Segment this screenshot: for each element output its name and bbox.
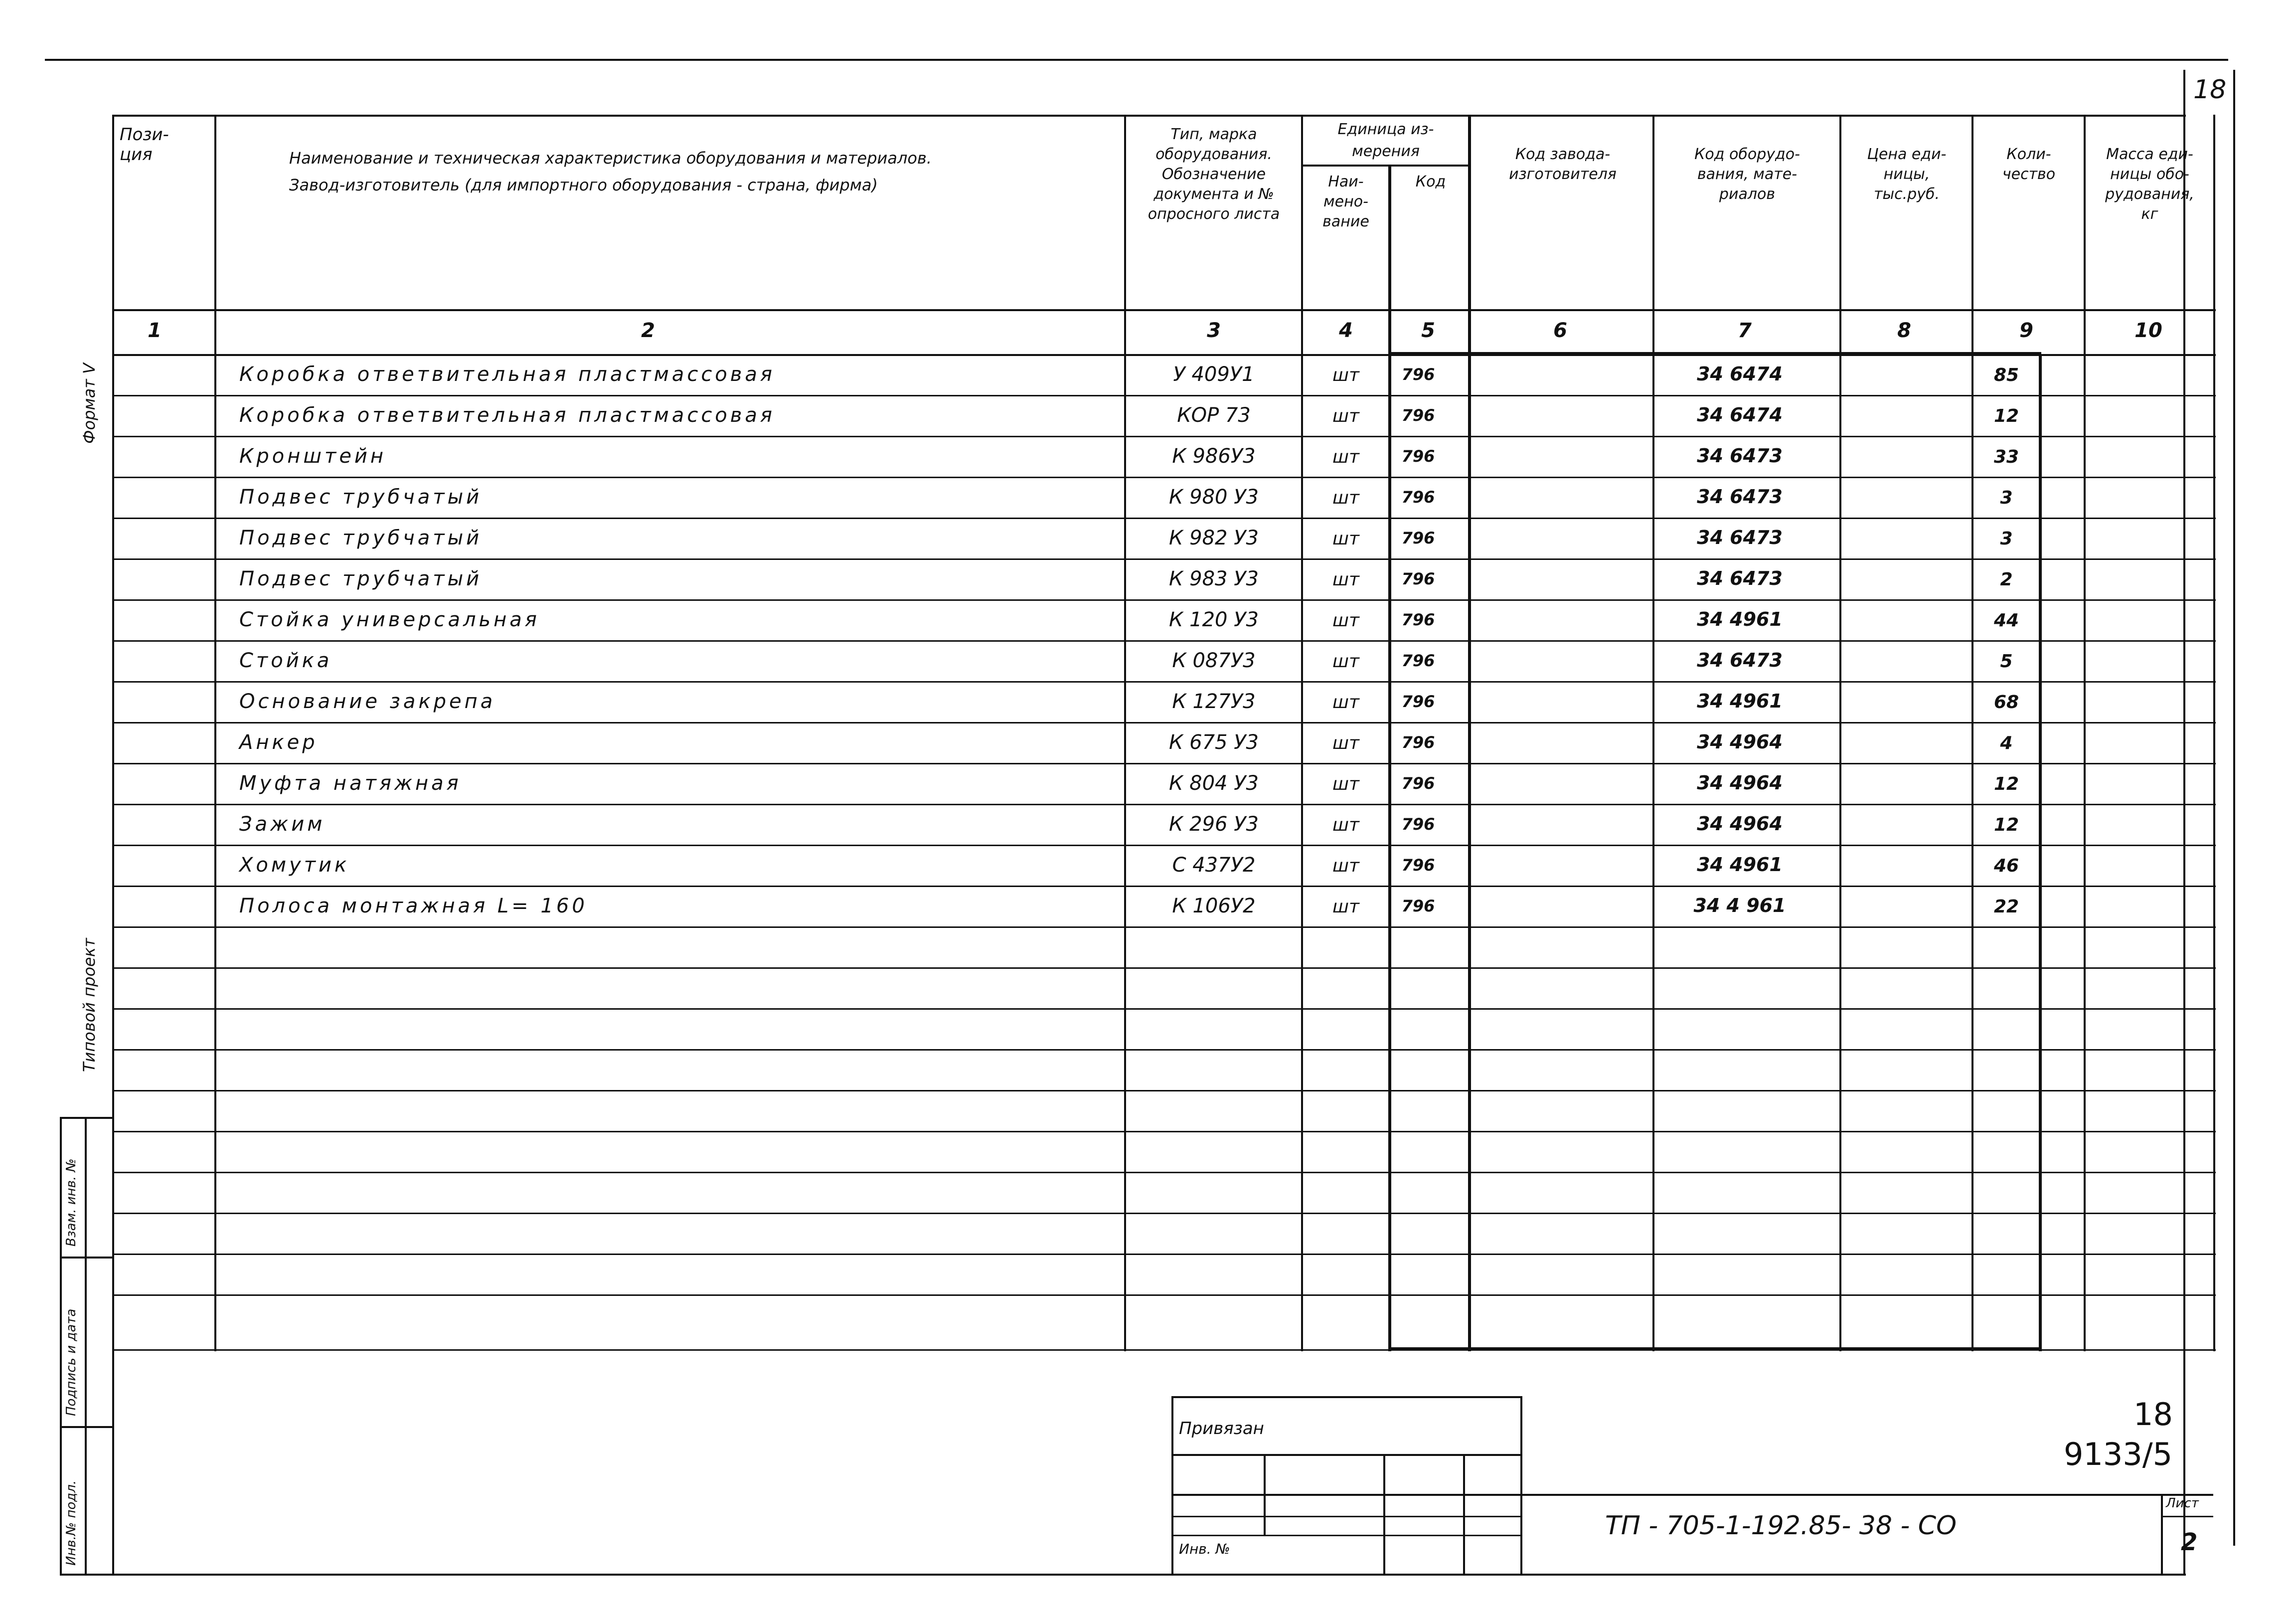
row-equipment-code: 34 4961 [1697,854,1783,876]
row-unit: шт [1332,733,1359,753]
row-unit: шт [1332,897,1359,917]
row-unit: шт [1332,529,1359,549]
row-unit-code: 796 [1401,815,1435,834]
row-type: К 986У3 [1172,445,1256,468]
col-number: 1 [148,319,162,342]
corner-page-number: 18 [2193,75,2227,105]
header-unit-code: Код [1415,173,1446,190]
row-name: Основание закрепа [239,690,496,713]
row-unit: шт [1332,447,1359,467]
row-unit-code: 796 [1401,651,1435,670]
row-equipment-code: 34 6473 [1697,567,1783,589]
row-unit-code: 796 [1401,529,1435,547]
row-name: Муфта натяжная [239,772,462,795]
row-name: Коробка ответвительная пластмассовая [239,404,775,427]
row-type: К 296 У3 [1169,813,1259,836]
row-name: Стойка [239,649,332,672]
row-unit-code: 796 [1401,488,1435,507]
row-name: Подвес трубчатый [239,486,483,509]
row-quantity: 12 [1993,774,2019,794]
row-quantity: 3 [2000,488,2013,508]
side-box-vzam: Взам. инв. № [64,1158,79,1247]
row-quantity: 85 [1993,365,2019,385]
frame-top [112,115,2186,117]
side-box-inv: Инв.№ подл. [64,1480,79,1566]
stamp-inv-label: Инв. № [1179,1541,1230,1557]
row-equipment-code: 34 6473 [1697,527,1783,548]
row-equipment-code: 34 6473 [1697,649,1783,671]
row-quantity: 2 [2000,569,2013,590]
row-type: К 983 У3 [1169,567,1259,590]
row-quantity: 46 [1993,856,2019,876]
header-position: Пози- ция [120,125,169,165]
row-unit: шт [1332,692,1359,713]
row-equipment-code: 34 4964 [1697,772,1783,794]
row-type: КОР 73 [1177,404,1251,427]
row-unit: шт [1332,815,1359,835]
row-unit: шт [1332,365,1359,385]
header-type: Тип, марка оборудования. Обозначение документа и № опросного листа [1148,126,1280,223]
col-number: 7 [1738,319,1752,342]
top-rule [45,59,2228,61]
col-number: 9 [2019,319,2033,342]
col-number: 8 [1897,319,1911,342]
sheet-number: 2 [2181,1528,2198,1556]
row-equipment-code: 34 6473 [1697,445,1783,467]
row-name: Анкер [239,731,318,754]
row-equipment-code: 34 4961 [1697,608,1783,630]
row-type: К 106У2 [1172,895,1256,917]
row-quantity: 12 [1993,406,2019,426]
header-quantity: Коли- чество [2002,146,2056,183]
row-unit: шт [1332,569,1359,590]
row-name: Подвес трубчатый [239,567,483,590]
frame-bottom [112,1574,2186,1576]
row-unit-code: 796 [1401,897,1435,915]
header-mass: Масса еди- ницы обо- рудования, кг [2105,146,2194,223]
col-number: 10 [2134,319,2162,342]
row-unit-code: 796 [1401,692,1435,711]
side-box-podpis: Подпись и дата [64,1308,79,1416]
row-quantity: 33 [1993,447,2019,467]
row-name: Полоса монтажная L= 160 [239,895,588,917]
row-type: К 087У3 [1172,649,1256,672]
row-unit: шт [1332,488,1359,508]
col-number: 4 [1339,319,1353,342]
stamp-privyazan: Привязан [1179,1419,1264,1439]
row-unit-code: 796 [1401,856,1435,875]
page-number: 18 [2133,1396,2173,1433]
document-code: ТП - 705-1-192.85- 38 - СО [1605,1511,1957,1541]
row-quantity: 12 [1993,815,2019,835]
row-unit-code: 796 [1401,447,1435,466]
row-quantity: 68 [1993,692,2019,713]
row-name: Зажим [239,813,326,836]
col-number: 3 [1207,319,1221,342]
row-unit: шт [1332,774,1359,794]
header-price: Цена еди- ницы, тыс.руб. [1867,146,1947,203]
row-equipment-code: 34 4961 [1697,690,1783,712]
row-type: К 982 У3 [1169,527,1259,549]
row-quantity: 5 [2000,651,2013,672]
col-number: 2 [641,319,655,342]
header-name: Наименование и техническая характеристика оборудования и материалов. Завод-изготовитель (для импортного оборудования - страна, фирма) [289,149,932,194]
row-unit-code: 796 [1401,365,1435,384]
header-plant-code: Код завода- изготовителя [1509,146,1617,183]
row-unit: шт [1332,651,1359,672]
header-unit-name: Наи- мено- вание [1322,173,1369,230]
row-equipment-code: 34 6474 [1697,404,1783,426]
row-equipment-code: 34 4 961 [1693,895,1786,916]
row-quantity: 22 [1993,897,2019,917]
row-unit: шт [1332,610,1359,631]
row-type: К 980 У3 [1169,486,1259,509]
row-quantity: 44 [1993,610,2019,631]
col-number: 5 [1421,319,1435,342]
row-unit: шт [1332,856,1359,876]
row-equipment-code: 34 4964 [1697,731,1783,753]
header-equipment-code: Код оборудо- вания, мате- риалов [1694,146,1800,203]
row-unit-code: 796 [1401,733,1435,752]
row-type: У 409У1 [1173,363,1255,386]
row-unit-code: 796 [1401,610,1435,629]
header-unit: Единица из- мерения [1337,121,1434,160]
row-name: Подвес трубчатый [239,527,483,549]
row-equipment-code: 34 6474 [1697,363,1783,385]
side-typical-project-label: Типовой проект [80,938,99,1072]
col-number: 6 [1553,319,1567,342]
side-format-label: Формат V [80,363,99,444]
row-unit-code: 796 [1401,774,1435,793]
row-name: Хомутик [239,854,350,877]
row-type: К 675 У3 [1169,731,1259,754]
row-name: Кронштейн [239,445,387,468]
row-equipment-code: 34 6473 [1697,486,1783,508]
row-name: Коробка ответвительная пластмассовая [239,363,775,386]
row-unit: шт [1332,406,1359,426]
row-quantity: 3 [2000,529,2013,549]
row-type: К 127У3 [1172,690,1256,713]
sheet-label: Лист [2166,1496,2199,1511]
row-type: К 804 У3 [1169,772,1259,795]
album-number: 9133/5 [2064,1436,2173,1472]
row-type: С 437У2 [1172,854,1256,877]
row-equipment-code: 34 4964 [1697,813,1783,835]
row-type: К 120 У3 [1169,608,1259,631]
row-name: Стойка универсальная [239,608,540,631]
row-unit-code: 796 [1401,406,1435,425]
row-quantity: 4 [2000,733,2013,753]
row-unit-code: 796 [1401,569,1435,588]
